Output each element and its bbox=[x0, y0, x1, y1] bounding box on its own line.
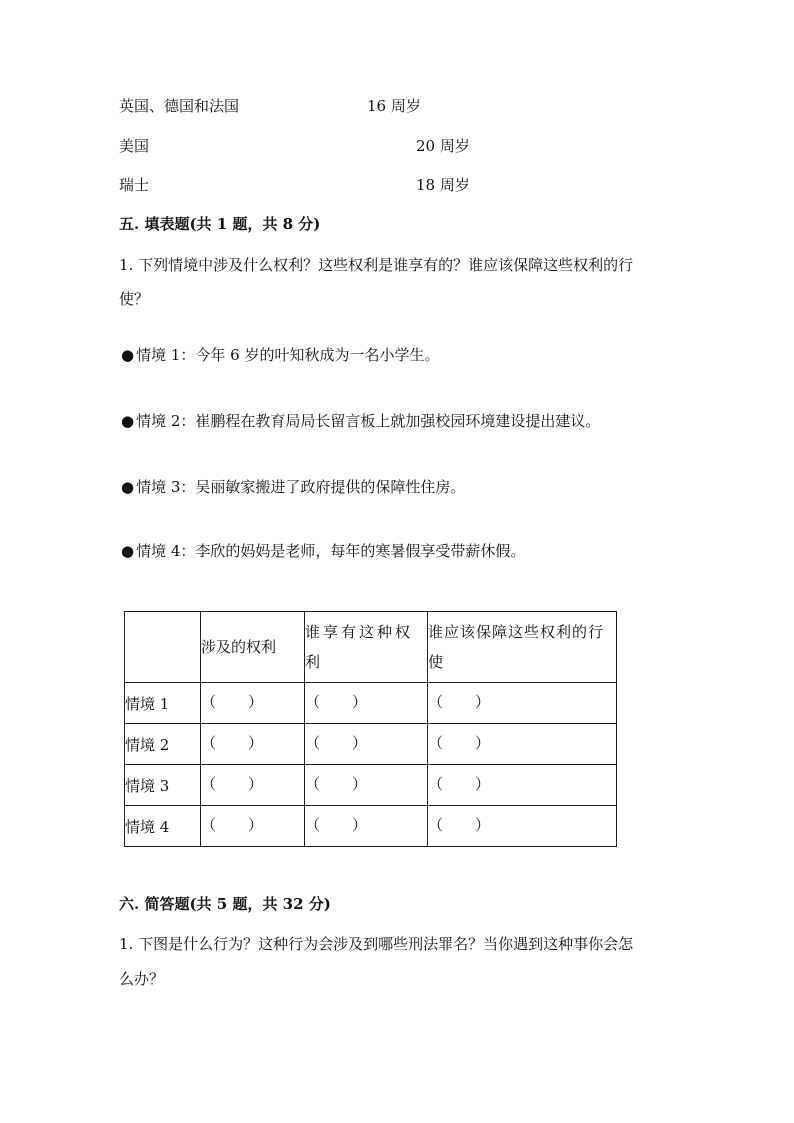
section-5-question-line1: 1. 下列情境中涉及什么权利？这些权利是谁享有的？谁应该保障这些权利的行 bbox=[119, 256, 634, 274]
table-blank[interactable]: （ ） bbox=[201, 683, 305, 724]
table-header-rights: 涉及的权利 bbox=[201, 612, 305, 683]
table-blank[interactable]: （ ） bbox=[201, 806, 305, 847]
bullet-icon: ● bbox=[121, 478, 135, 496]
table-blank[interactable]: （ ） bbox=[428, 806, 617, 847]
situation-2 bbox=[121, 411, 600, 431]
table-blank[interactable]: （ ） bbox=[305, 765, 428, 806]
table-header-guarantor: 谁应该保障这些权利的行使 bbox=[428, 612, 617, 683]
age-country-2: 美国 bbox=[119, 137, 150, 155]
table-blank[interactable]: （ ） bbox=[305, 683, 428, 724]
rights-table bbox=[124, 611, 617, 847]
table-row-label: 情境 3 bbox=[125, 765, 201, 806]
age-value-2: 20 周岁 bbox=[416, 137, 470, 155]
table-blank[interactable]: （ ） bbox=[428, 724, 617, 765]
table-header-holder: 谁享有这种权利 bbox=[305, 612, 428, 683]
table-row-label: 情境 1 bbox=[125, 683, 201, 724]
table-row-label: 情境 2 bbox=[125, 724, 201, 765]
age-country-3: 瑞士 bbox=[119, 176, 150, 194]
bullet-icon: ● bbox=[121, 542, 135, 560]
age-value-3: 18 周岁 bbox=[416, 176, 470, 194]
section-6-question-line2: 么办？ bbox=[119, 970, 165, 988]
table-header-row bbox=[125, 612, 617, 683]
section-5-question-line2: 使？ bbox=[119, 290, 150, 308]
situation-text: 情境 3：吴丽敏家搬进了政府提供的保障性住房。 bbox=[136, 478, 466, 496]
bullet-icon: ● bbox=[121, 346, 135, 364]
situation-text: 情境 1：今年 6 岁的叶知秋成为一名小学生。 bbox=[136, 346, 440, 364]
bullet-icon: ● bbox=[121, 412, 135, 430]
table-row bbox=[125, 724, 617, 765]
age-value-1: 16 周岁 bbox=[367, 97, 421, 115]
situation-1 bbox=[121, 345, 440, 365]
table-row-label: 情境 4 bbox=[125, 806, 201, 847]
table-header-empty bbox=[125, 612, 201, 683]
table-row bbox=[125, 806, 617, 847]
table-blank[interactable]: （ ） bbox=[201, 765, 305, 806]
table-row bbox=[125, 683, 617, 724]
table-row bbox=[125, 765, 617, 806]
section-5-title: 五. 填表题(共 1 题，共 8 分) bbox=[119, 215, 321, 233]
table-blank[interactable]: （ ） bbox=[428, 765, 617, 806]
section-6-question-line1: 1. 下图是什么行为？这种行为会涉及到哪些刑法罪名？当你遇到这种事你会怎 bbox=[119, 935, 634, 953]
situation-4 bbox=[121, 541, 525, 561]
situation-3 bbox=[121, 477, 465, 497]
age-country-1: 英国、德国和法国 bbox=[119, 97, 240, 115]
table-blank[interactable]: （ ） bbox=[428, 683, 617, 724]
table-blank[interactable]: （ ） bbox=[201, 724, 305, 765]
situation-text: 情境 2：崔鹏程在教育局局长留言板上就加强校园环境建设提出建议。 bbox=[136, 412, 601, 430]
situation-text: 情境 4：李欣的妈妈是老师，每年的寒暑假享受带薪休假。 bbox=[136, 542, 526, 560]
table-blank[interactable]: （ ） bbox=[305, 724, 428, 765]
table-blank[interactable]: （ ） bbox=[305, 806, 428, 847]
section-6-title: 六. 简答题(共 5 题，共 32 分) bbox=[119, 895, 331, 913]
